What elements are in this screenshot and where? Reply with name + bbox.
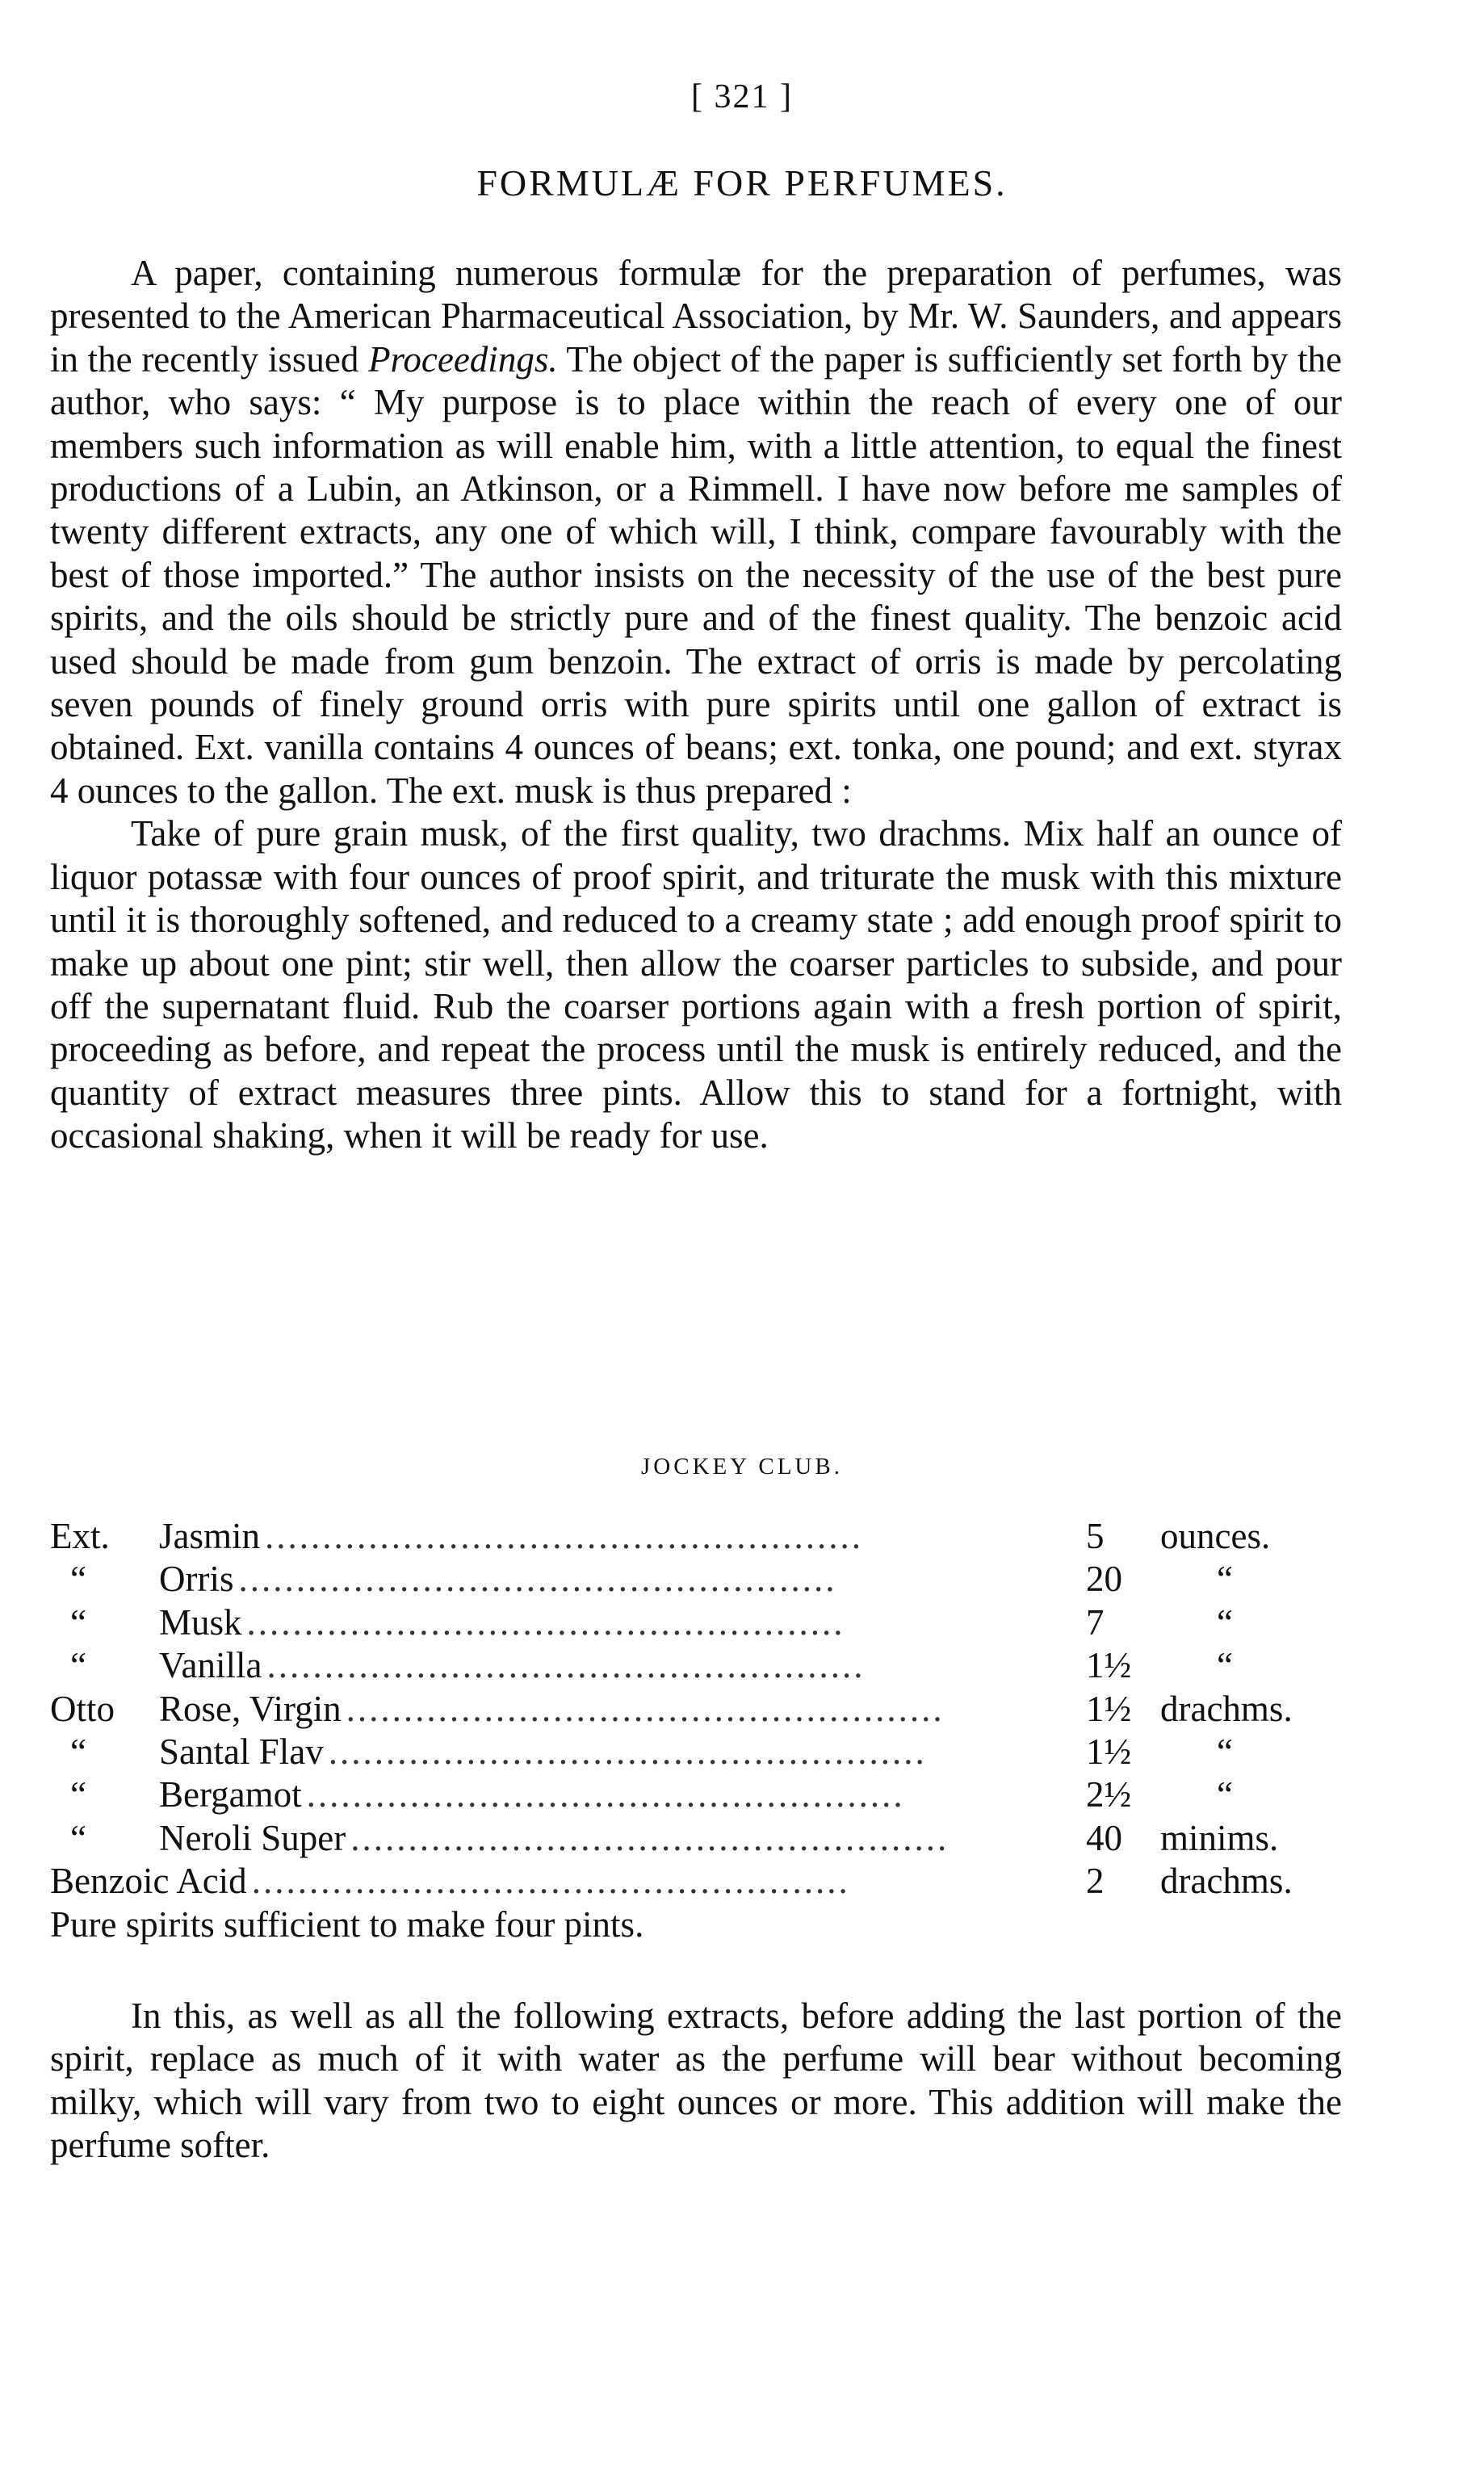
formula-unit: “ bbox=[1217, 1601, 1233, 1643]
intro-paragraph-1-start: A paper, containing numerous formulæ for the preparation of perfumes, was presented to the American Pharmaceutical Association, by Mr. W. Saunders, and appears in the recently issued bbox=[50, 253, 1342, 380]
dot-leader: .................................................... bbox=[350, 1817, 950, 1858]
section-heading: JOCKEY CLUB. bbox=[641, 1454, 843, 1479]
dot-leader: .................................................... bbox=[265, 1516, 864, 1556]
formula-unit: “ bbox=[1217, 1731, 1233, 1772]
intro-paragraph-1-end: The object of the paper is sufficiently set forth by the author, who says: “ My purpose is to place within the reach of every one of our members such information as will enable him, with a little attention, to equal the finest productions of a Lubin, an Atkinson, or a Rimmell. I have now before me samples of twenty different extracts, any one of which will, I think, compare favourably with the best of those imported.” The author insists on the necessity of the use of the best pure spirits, and the oils should be strictly pure and of the finest quality. The benzoic acid used should be made from gum benzoin. The extract of orris is made by percolating seven pounds of finely ground orris with pure spirits until one gallon of extract is obtained. Ext. vanilla contains 4 ounces of beans; ext. tonka, one pound; and ext. styrax 4 ounces to the gallon. The ext. musk is thus prepared : bbox=[50, 338, 1342, 811]
formula-row bbox=[50, 1860, 1342, 1903]
formula-footer-row bbox=[50, 1903, 1342, 1946]
page-title: FORMULÆ FOR PERFUMES. bbox=[476, 162, 1008, 204]
formula-row bbox=[50, 1644, 1342, 1687]
formula-prefix: Otto bbox=[50, 1688, 115, 1729]
formula-ingredient: Vanilla bbox=[159, 1645, 262, 1686]
formula-ingredient: Benzoic Acid bbox=[50, 1861, 247, 1902]
formula-quantity: 1½ bbox=[1086, 1645, 1132, 1686]
formula-footer: Pure spirits sufficient to make four pints. bbox=[50, 1903, 644, 1945]
formula-row bbox=[50, 1688, 1342, 1731]
formula-quantity: 5 bbox=[1086, 1516, 1105, 1556]
formula-row bbox=[50, 1515, 1342, 1558]
formula-quantity: 1½ bbox=[1086, 1688, 1132, 1729]
formula-list bbox=[50, 1515, 1342, 1946]
formula-ingredient: Neroli Super bbox=[159, 1817, 346, 1858]
formula-ingredient: Jasmin bbox=[159, 1516, 261, 1556]
formula-row bbox=[50, 1601, 1342, 1644]
dot-leader: .................................................... bbox=[266, 1645, 866, 1686]
formula-row bbox=[50, 1558, 1342, 1601]
dot-leader: .................................................... bbox=[246, 1601, 845, 1643]
intro-paragraph-1 bbox=[50, 252, 1342, 812]
formula-unit: minims. bbox=[1160, 1817, 1279, 1858]
formula-quantity: 1½ bbox=[1086, 1731, 1132, 1772]
dot-leader: .................................................... bbox=[306, 1774, 905, 1815]
formula-prefix: Ext. bbox=[50, 1516, 110, 1556]
formula-quantity: 2 bbox=[1086, 1861, 1105, 1902]
formula-prefix: “ bbox=[70, 1601, 86, 1643]
proceedings-emphasis: Proceedings. bbox=[368, 338, 558, 380]
formula-quantity: 20 bbox=[1086, 1559, 1122, 1600]
page-number: [ 321 ] bbox=[691, 78, 793, 115]
formula-row bbox=[50, 1817, 1342, 1860]
formula-quantity: 40 bbox=[1086, 1817, 1122, 1858]
formula-ingredient: Musk bbox=[159, 1601, 242, 1643]
formula-unit: “ bbox=[1217, 1645, 1233, 1686]
intro-paragraph-2: Take of pure grain musk, of the first quality, two drachms. Mix half an ounce of liquor potassæ with four ounces of proof spirit, and triturate the musk with this mixture until it is thoroughly softened, and reduced to a creamy state ; add enough proof spirit to make up about one pint; stir well, then allow the coarser particles to subside, and pour off the supernatant fluid. Rub the coarser portions again with a fresh portion of spirit, proceeding as before, and repeat the process until the musk is entirely reduced, and the quantity of extract measures three pints. Allow this to stand for a fortnight, with occasional shaking, when it will be ready for use. bbox=[50, 813, 1342, 1156]
formula-prefix: “ bbox=[70, 1645, 86, 1686]
dot-leader: .................................................... bbox=[328, 1731, 927, 1772]
dot-leader: .................................................... bbox=[238, 1559, 837, 1600]
dot-leader: .................................................... bbox=[251, 1861, 850, 1902]
formula-prefix: “ bbox=[70, 1559, 86, 1600]
formula-ingredient: Bergamot bbox=[159, 1774, 302, 1815]
formula-row bbox=[50, 1731, 1342, 1773]
formula-unit: drachms. bbox=[1160, 1688, 1293, 1729]
formula-unit: ounces. bbox=[1160, 1516, 1271, 1556]
formula-quantity: 2½ bbox=[1086, 1774, 1132, 1815]
formula-ingredient: Rose, Virgin bbox=[159, 1688, 342, 1729]
formula-prefix: “ bbox=[70, 1731, 86, 1772]
formula-ingredient: Orris bbox=[159, 1559, 234, 1600]
formula-row bbox=[50, 1773, 1342, 1816]
formula-prefix: “ bbox=[70, 1774, 86, 1815]
formula-prefix: “ bbox=[70, 1817, 86, 1858]
intro-text bbox=[50, 252, 1342, 1158]
formula-ingredient: Santal Flav bbox=[159, 1731, 324, 1772]
dot-leader: .................................................... bbox=[346, 1688, 945, 1729]
formula-unit: drachms. bbox=[1160, 1861, 1293, 1902]
outro-text bbox=[50, 1995, 1342, 2168]
formula-unit: “ bbox=[1217, 1559, 1233, 1600]
formula-quantity: 7 bbox=[1086, 1601, 1105, 1643]
formula-unit: “ bbox=[1217, 1774, 1233, 1815]
outro-paragraph: In this, as well as all the following extracts, before adding the last portion of the spirit, replace as much of it with water as the perfume will bear without becoming milky, which will vary from two to eight ounces or more. This addition will make the perfume softer. bbox=[50, 1996, 1342, 2166]
